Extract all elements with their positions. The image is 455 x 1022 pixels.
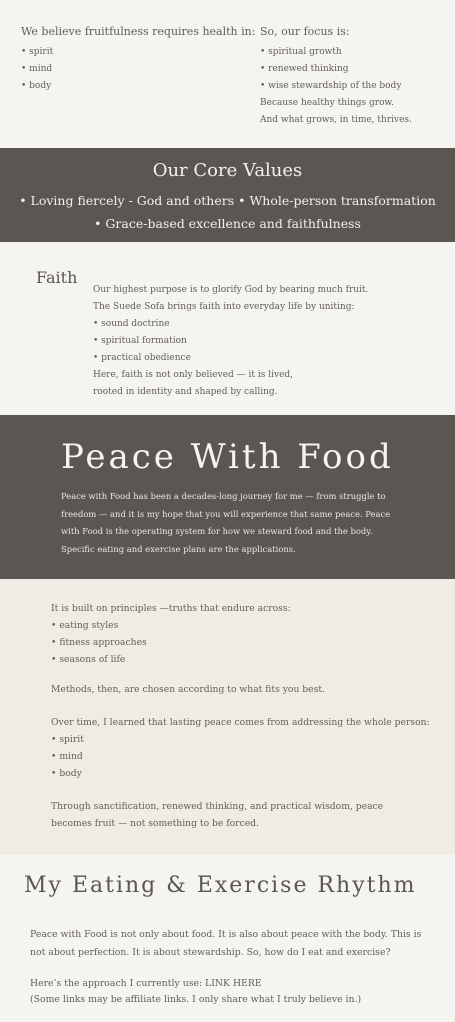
focus-heading: So, our focus is:	[260, 25, 350, 38]
list-item: • fitness approaches	[51, 637, 147, 648]
principles-intro-block	[51, 600, 291, 668]
methods-text: Methods, then, are chosen according to what fits you best.	[51, 684, 325, 695]
faith-line: The Suede Sofa brings faith into everyday life by uniting:	[93, 302, 355, 312]
peace-with-food-band	[0, 415, 455, 579]
rhythm-section	[0, 855, 455, 1022]
principles-list	[51, 617, 291, 668]
list-item: • eating styles	[51, 620, 119, 631]
health-focus-section	[0, 0, 455, 148]
list-item: • practical obedience	[93, 353, 191, 363]
list-item: • spiritual growth	[260, 47, 342, 57]
core-values-band	[0, 148, 455, 242]
list-item: • mind	[51, 751, 83, 762]
peace-with-food-title: Peace With Food	[61, 437, 394, 477]
faith-line: Our highest purpose is to glorify God by bearing much fruit.	[93, 285, 369, 295]
core-values-line-2: • Grace-based excellence and faithfulness	[94, 216, 361, 231]
faith-body	[93, 282, 368, 401]
health-heading: We believe fruitfulness requires health in:	[21, 25, 256, 38]
rhythm-paragraph: Peace with Food is not only about food. It is also about peace with the body. This is not about perfection. It is about stewardship. So, how do I eat and exercise?	[30, 929, 422, 958]
list-item: • renewed thinking	[260, 64, 349, 74]
list-item: • body	[21, 81, 52, 91]
approach-link-text[interactable]: Here’s the approach I currently use: LINK HERE	[30, 978, 262, 989]
affiliate-note: (Some links may be affiliate links. I only share what I truly believe in.)	[30, 994, 362, 1005]
list-item: • sound doctrine	[93, 319, 170, 329]
whole-person-list	[51, 731, 430, 782]
closing-text: Through sanctification, renewed thinking, and practical wisdom, peace becomes fruit — not something to be forced.	[51, 801, 384, 829]
faith-title: Faith	[36, 268, 78, 287]
health-list	[21, 44, 255, 95]
rhythm-title: My Eating & Exercise Rhythm	[24, 873, 417, 898]
principles-section	[0, 579, 455, 855]
list-item: • body	[51, 768, 82, 779]
peace-with-food-body: Peace with Food has been a decades-long journey for me — from struggle to freedom — and it is my hope that you will experience that same peace. Peace with Food is the operating system for how we steward food and the body. Specific eating and exercise plans are the applications.	[61, 491, 391, 554]
faith-line: rooted in identity and shaped by calling.	[93, 387, 278, 397]
focus-column	[260, 24, 412, 129]
faith-section	[0, 242, 455, 415]
faith-line: Here, faith is not only believed — it is lived,	[93, 370, 294, 380]
focus-list	[260, 44, 412, 129]
principles-intro: It is built on principles —truths that endure across:	[51, 603, 291, 614]
core-values-line-1: • Loving fiercely - God and others • Whole-person transformation	[19, 193, 436, 208]
core-values-title: Our Core Values	[152, 160, 303, 181]
rhythm-links-block	[30, 976, 361, 1008]
list-item: • spiritual formation	[93, 336, 187, 346]
list-item: • mind	[21, 64, 53, 74]
focus-line: And what grows, in time, thrives.	[260, 115, 412, 125]
list-item: • spirit	[21, 47, 54, 57]
whole-person-block	[51, 714, 430, 782]
health-column	[21, 24, 255, 95]
focus-line: Because healthy things grow.	[260, 98, 394, 108]
list-item: • wise stewardship of the body	[260, 81, 402, 91]
whole-person-intro: Over time, I learned that lasting peace comes from addressing the whole person:	[51, 717, 430, 728]
list-item: • spirit	[51, 734, 84, 745]
list-item: • seasons of life	[51, 654, 126, 665]
